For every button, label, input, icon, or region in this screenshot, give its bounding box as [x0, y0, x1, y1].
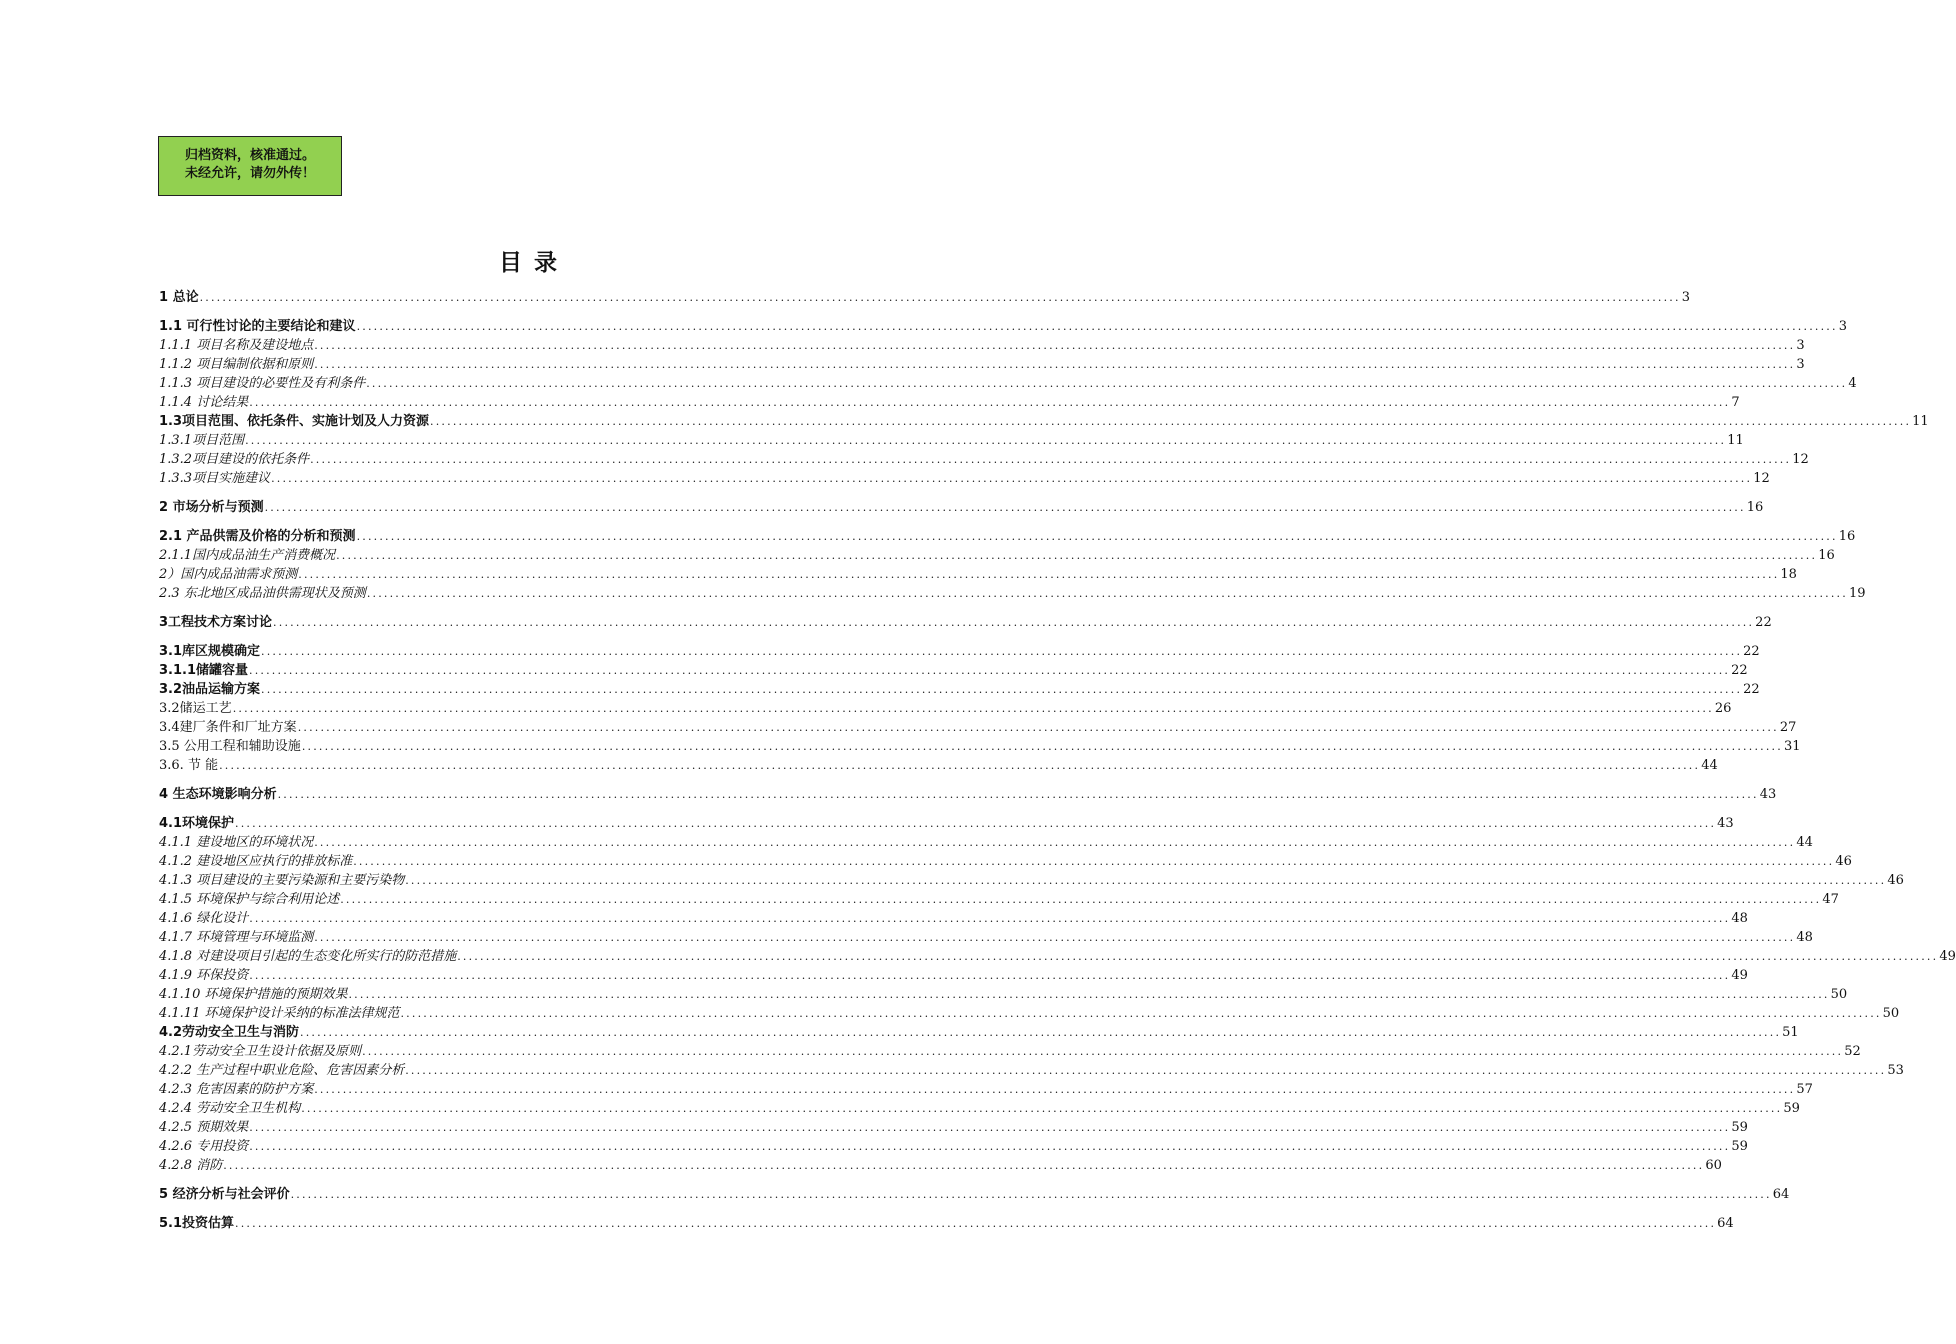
toc-entry-page: 3: [1681, 290, 1690, 305]
toc-entry[interactable]: [159, 660, 1748, 679]
toc-entry-label: 4.1.6 绿化设计: [159, 911, 249, 926]
toc-entry-label: 1.1.4 讨论结果: [159, 395, 249, 410]
toc-entry-page: 64: [1717, 1216, 1734, 1231]
toc-leader-dots: ....................................................................................................................................................................................................................................................................: [366, 587, 1848, 600]
toc-entry-label: 4.2劳动安全卫生与消防: [159, 1025, 300, 1040]
toc-entry-page: 59: [1731, 1139, 1748, 1154]
toc-entry-label: 4.1.10 环境保护措施的预期效果: [159, 987, 348, 1002]
toc-entry-page: 22: [1755, 615, 1772, 630]
toc-leader-dots: ....................................................................................................................................................................................................................................................................: [249, 1121, 1731, 1134]
toc-entry-page: 3: [1838, 319, 1847, 334]
toc-entry-label: 3.1.1储罐容量: [159, 663, 249, 678]
toc-entry[interactable]: [159, 1079, 1813, 1098]
toc-leader-dots: ....................................................................................................................................................................................................................................................................: [301, 1102, 1783, 1115]
toc-entry-label: 2）国内成品油需求预测: [159, 567, 298, 582]
toc-entry-label: 4.2.6 专用投资: [159, 1139, 249, 1154]
toc-entry-page: 50: [1830, 987, 1848, 1002]
toc-entry[interactable]: [159, 564, 1797, 583]
toc-leader-dots: ....................................................................................................................................................................................................................................................................: [314, 1083, 1796, 1096]
archive-stamp: [158, 136, 342, 196]
toc-entry-label: 2 市场分析与预测: [159, 500, 264, 515]
toc-entry-label: 2.3 东北地区成品油供需现状及预测: [159, 586, 366, 601]
toc-entry-label: 1 总论: [159, 290, 199, 305]
toc-leader-dots: ....................................................................................................................................................................................................................................................................: [314, 358, 1796, 371]
toc-entry[interactable]: [159, 679, 1760, 698]
toc-leader-dots: ....................................................................................................................................................................................................................................................................: [405, 874, 1887, 887]
toc-entry[interactable]: [159, 813, 1734, 832]
toc-entry-label: 4.2.8 消防: [159, 1158, 223, 1173]
toc-entry-page: 11: [1727, 433, 1744, 448]
toc-entry-page: 59: [1783, 1101, 1800, 1116]
toc-entry-page: 50: [1882, 1006, 1900, 1021]
toc-entry[interactable]: [159, 1117, 1748, 1136]
toc-leader-dots: ....................................................................................................................................................................................................................................................................: [314, 836, 1796, 849]
toc-entry[interactable]: [159, 545, 1835, 564]
toc-entry[interactable]: [159, 832, 1813, 851]
toc-leader-dots: ....................................................................................................................................................................................................................................................................: [273, 616, 1755, 629]
toc-leader-dots: ....................................................................................................................................................................................................................................................................: [249, 969, 1731, 982]
toc-entry-page: 49: [1731, 968, 1748, 983]
toc-leader-dots: ....................................................................................................................................................................................................................................................................: [314, 339, 1796, 352]
toc-entry[interactable]: [159, 889, 1839, 908]
toc-entry-label: 3.2油品运输方案: [159, 682, 261, 697]
toc-entry[interactable]: [159, 736, 1801, 755]
toc-leader-dots: ....................................................................................................................................................................................................................................................................: [362, 1045, 1844, 1058]
toc-entry-label: 1.1 可行性讨论的主要结论和建议: [159, 319, 356, 334]
toc-entry[interactable]: [159, 1022, 1799, 1041]
toc-entry[interactable]: [159, 1213, 1734, 1232]
toc-entry[interactable]: [159, 870, 1904, 889]
toc-entry-page: 3: [1796, 357, 1805, 372]
toc-entry[interactable]: [159, 411, 1929, 430]
toc-entry-label: 4.2.2 生产过程中职业危险、危害因素分析: [159, 1063, 405, 1078]
toc-entry-page: 7: [1731, 395, 1740, 410]
toc-entry[interactable]: [159, 946, 1956, 965]
toc-entry-page: 22: [1743, 644, 1760, 659]
toc-entry-page: 48: [1796, 930, 1813, 945]
toc-leader-dots: ....................................................................................................................................................................................................................................................................: [261, 683, 1743, 696]
toc-entry[interactable]: [159, 526, 1856, 545]
toc-entry[interactable]: [159, 851, 1852, 870]
toc-entry-page: 16: [1818, 548, 1835, 563]
toc-entry-label: 4.2.5 预期效果: [159, 1120, 249, 1135]
toc-entry[interactable]: [159, 1060, 1904, 1079]
toc-entry[interactable]: [159, 717, 1797, 736]
toc-leader-dots: ....................................................................................................................................................................................................................................................................: [271, 472, 1753, 485]
toc-entry[interactable]: [159, 1041, 1861, 1060]
toc-entry-label: 5.1投资估算: [159, 1216, 235, 1231]
toc-entry-page: 4: [1848, 376, 1857, 391]
toc-leader-dots: ....................................................................................................................................................................................................................................................................: [336, 549, 1818, 562]
toc-entry-label: 4.1.5 环境保护与综合利用论述: [159, 892, 340, 907]
toc-leader-dots: ....................................................................................................................................................................................................................................................................: [356, 530, 1838, 543]
toc-entry-page: 26: [1714, 701, 1732, 716]
toc-leader-dots: ....................................................................................................................................................................................................................................................................: [314, 931, 1796, 944]
stamp-line-1: 归档资料，核准通过。: [184, 148, 315, 163]
toc-leader-dots: ....................................................................................................................................................................................................................................................................: [457, 950, 1939, 963]
toc-entry-label: 4.1.2 建设地区应执行的排放标准: [159, 854, 353, 869]
toc-leader-dots: ....................................................................................................................................................................................................................................................................: [249, 664, 1731, 677]
toc-entry-page: 57: [1796, 1082, 1813, 1097]
toc-leader-dots: ....................................................................................................................................................................................................................................................................: [249, 1140, 1731, 1153]
toc-entry-page: 43: [1717, 816, 1734, 831]
toc-entry-page: 19: [1848, 586, 1866, 601]
toc-entry[interactable]: [159, 698, 1732, 717]
toc-leader-dots: ....................................................................................................................................................................................................................................................................: [400, 1007, 1882, 1020]
toc-leader-dots: ....................................................................................................................................................................................................................................................................: [199, 291, 1681, 304]
toc-entry[interactable]: [159, 1136, 1748, 1155]
toc-leader-dots: ....................................................................................................................................................................................................................................................................: [430, 415, 1912, 428]
toc-entry[interactable]: [159, 927, 1813, 946]
toc-entry-label: 4.1.8 对建设项目引起的生态变化所实行的防范措施: [159, 949, 457, 964]
toc-leader-dots: ....................................................................................................................................................................................................................................................................: [356, 320, 1838, 333]
toc-entry-label: 1.1.3 项目建设的必要性及有利条件: [159, 376, 366, 391]
toc-entry-page: 46: [1835, 854, 1852, 869]
toc-entry-label: 1.3项目范围、依托条件、实施计划及人力资源: [159, 414, 430, 429]
toc-entry-page: 47: [1822, 892, 1839, 907]
toc-entry-label: 1.1.2 项目编制依据和原则: [159, 357, 314, 372]
toc-leader-dots: ....................................................................................................................................................................................................................................................................: [261, 645, 1743, 658]
toc-entry[interactable]: [159, 641, 1760, 660]
toc-leader-dots: ....................................................................................................................................................................................................................................................................: [300, 1026, 1782, 1039]
toc-entry-page: 59: [1731, 1120, 1748, 1135]
toc-entry-label: 4.1.3 项目建设的主要污染源和主要污染物: [159, 873, 405, 888]
toc-leader-dots: ....................................................................................................................................................................................................................................................................: [277, 788, 1759, 801]
toc-entry-label: 4.1.7 环境管理与环境监测: [159, 930, 314, 945]
toc-entry[interactable]: [159, 335, 1805, 354]
toc-entry-label: 1.3.3项目实施建议: [159, 471, 271, 486]
toc-entry-page: 60: [1705, 1158, 1722, 1173]
toc-leader-dots: ....................................................................................................................................................................................................................................................................: [264, 501, 1746, 514]
toc-entry-page: 18: [1780, 567, 1797, 582]
toc-entry-label: 3.6. 节 能: [159, 758, 219, 773]
toc-entry[interactable]: [159, 1155, 1722, 1174]
toc-leader-dots: ....................................................................................................................................................................................................................................................................: [310, 453, 1792, 466]
toc-entry-page: 11: [1912, 414, 1929, 429]
toc-entry-label: 4.1.11 环境保护设计采纳的标准法律规范: [159, 1006, 400, 1021]
toc-entry-page: 22: [1743, 682, 1760, 697]
toc-entry[interactable]: [159, 1184, 1790, 1203]
toc-title: 目录: [499, 250, 569, 276]
toc-entry[interactable]: [159, 430, 1744, 449]
toc-entry-label: 3.1库区规模确定: [159, 644, 261, 659]
toc-entry-label: 2.1 产品供需及价格的分析和预测: [159, 529, 356, 544]
toc-entry-label: 4.1环境保护: [159, 816, 235, 831]
toc-entry-page: 44: [1701, 758, 1718, 773]
toc-entry[interactable]: [159, 287, 1690, 306]
toc-entry[interactable]: [159, 908, 1748, 927]
toc-leader-dots: ....................................................................................................................................................................................................................................................................: [348, 988, 1830, 1001]
toc-entry-label: 1.3.1项目范围: [159, 433, 245, 448]
toc-entry[interactable]: [159, 784, 1777, 803]
toc-leader-dots: ....................................................................................................................................................................................................................................................................: [249, 912, 1731, 925]
toc-entry[interactable]: [159, 984, 1848, 1003]
toc-entry-page: 43: [1759, 787, 1777, 802]
toc-entry-label: 4.1.9 环保投资: [159, 968, 249, 983]
toc-leader-dots: ....................................................................................................................................................................................................................................................................: [301, 740, 1783, 753]
toc-entry-page: 27: [1779, 720, 1797, 735]
toc-entry-page: 22: [1731, 663, 1748, 678]
toc-entry[interactable]: [159, 583, 1866, 602]
toc-entry-label: 3.5 公用工程和辅助设施: [159, 739, 301, 754]
toc-entry[interactable]: [159, 373, 1857, 392]
toc-entry-page: 31: [1783, 739, 1801, 754]
toc-leader-dots: ....................................................................................................................................................................................................................................................................: [235, 817, 1717, 830]
toc-entry-page: 46: [1887, 873, 1904, 888]
toc-leader-dots: ....................................................................................................................................................................................................................................................................: [405, 1064, 1887, 1077]
toc-entry[interactable]: [159, 965, 1748, 984]
toc-entry[interactable]: [159, 316, 1847, 335]
toc-leader-dots: ....................................................................................................................................................................................................................................................................: [223, 1159, 1705, 1172]
toc-entry-page: 51: [1782, 1025, 1799, 1040]
toc-entry-page: 16: [1838, 529, 1856, 544]
toc-entry-label: 4.1.1 建设地区的环境状况: [159, 835, 314, 850]
toc-entry-page: 53: [1887, 1063, 1904, 1078]
toc-leader-dots: ....................................................................................................................................................................................................................................................................: [353, 855, 1835, 868]
toc-leader-dots: ....................................................................................................................................................................................................................................................................: [298, 568, 1780, 581]
toc-entry-label: 4.2.1劳动安全卫生设计依据及原则: [159, 1044, 362, 1059]
toc-entry-page: 64: [1772, 1187, 1790, 1202]
toc-entry-label: 1.1.1 项目名称及建设地点: [159, 338, 314, 353]
toc-entry-label: 4 生态环境影响分析: [159, 787, 277, 802]
toc-leader-dots: ....................................................................................................................................................................................................................................................................: [235, 1217, 1717, 1230]
toc-entry[interactable]: [159, 354, 1805, 373]
toc-entry-page: 44: [1796, 835, 1813, 850]
toc-entry[interactable]: [159, 449, 1809, 468]
toc-entry-label: 4.2.4 劳动安全卫生机构: [159, 1101, 301, 1116]
toc-entry[interactable]: [159, 1098, 1800, 1117]
toc-entry-page: 48: [1731, 911, 1748, 926]
toc-entry-page: 12: [1753, 471, 1770, 486]
toc-entry-label: 3.4建厂条件和厂址方案: [159, 720, 297, 735]
toc-entry-page: 12: [1792, 452, 1809, 467]
toc-entry-label: 5 经济分析与社会评价: [159, 1187, 290, 1202]
toc-leader-dots: ....................................................................................................................................................................................................................................................................: [249, 396, 1731, 409]
toc-entry-page: 3: [1796, 338, 1805, 353]
toc-entry[interactable]: [159, 612, 1772, 631]
toc-entry-page: 52: [1844, 1044, 1861, 1059]
toc-leader-dots: ....................................................................................................................................................................................................................................................................: [297, 721, 1779, 734]
toc-entry[interactable]: [159, 392, 1740, 411]
toc-entry-label: 3.2储运工艺: [159, 701, 232, 716]
toc-entry-label: 2.1.1国内成品油生产消费概况: [159, 548, 336, 563]
toc-entry[interactable]: [159, 1003, 1900, 1022]
toc-leader-dots: ....................................................................................................................................................................................................................................................................: [232, 702, 1714, 715]
toc-entry-page: 16: [1746, 500, 1764, 515]
toc-entry[interactable]: [159, 497, 1764, 516]
toc-entry[interactable]: [159, 755, 1718, 774]
toc-entry-label: 4.2.3 危害因素的防护方案: [159, 1082, 314, 1097]
toc-leader-dots: ....................................................................................................................................................................................................................................................................: [290, 1188, 1772, 1201]
toc-entry-page: 49: [1939, 949, 1956, 964]
toc-leader-dots: ....................................................................................................................................................................................................................................................................: [366, 377, 1848, 390]
toc-entry[interactable]: [159, 468, 1770, 487]
toc-entry-label: 3工程技术方案讨论: [159, 615, 273, 630]
toc-leader-dots: ....................................................................................................................................................................................................................................................................: [219, 759, 1701, 772]
toc-leader-dots: ....................................................................................................................................................................................................................................................................: [245, 434, 1727, 447]
toc-leader-dots: ....................................................................................................................................................................................................................................................................: [340, 893, 1822, 906]
stamp-line-2: 未经允许，请勿外传！: [184, 166, 315, 181]
toc-entry-label: 1.3.2项目建设的依托条件: [159, 452, 310, 467]
